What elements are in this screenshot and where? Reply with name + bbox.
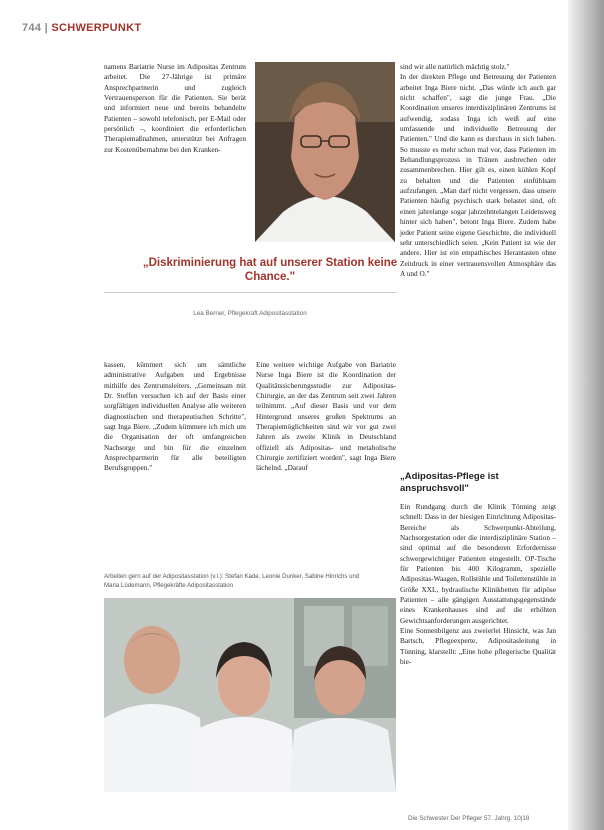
paragraph: In der direkten Pflege und Betreuung der Patienten arbeitet Inga Biere nicht. „Das würde ich auch gar nicht schaffen", sagt die junge Frau. „Die Koordination unseres interdisziplinären Zentrums ist aufwendig, sodass Inga ich weiß auf eine umfassende und individuelle Betreuung der Patienten." Und die kann es durchaus in sich haben. So musste es mehr schon mal vor, dass Patienten im Behandlungsprozess in Tränen ausbrechen oder zusammenbrechen. Hier gilt es, einen kühlen Kopf zu behalten und die Patienten einfühlsam aufzufangen. „Man darf nicht vergessen, dass unsere Patienten häufig psychisch stark belastet sind, oft einen jahrelange sogar jahrzehntelangen Leidensweg hinter sich haben", betont Inga Biere. Zudem habe jeder Patient seine eigene Geschichte, die individuell sehr unterschiedlich seien. „Kein Patient ist wie der andere. Hier ist ein empathisches Herantasten ohne Zeitdruck in einer vertrauensvollen Atmosphäre das A und O." xyxy=(400,72,556,278)
subheading: „Adipositas-Pflege ist anspruchsvoll" xyxy=(400,471,499,494)
portrait-photo xyxy=(255,62,395,242)
paragraph: Eine Sonnenbilgenz aus zweierlei Hinsicht, was Jan Bartsch, Pflegeexperte, Adipositasleitung in Tönning, klarstellt: „Eine hohe pflegerische Qualität bie- xyxy=(400,626,556,667)
quote-divider xyxy=(104,292,396,293)
photo-caption-group: Arbeiten gern auf der Adipositasstation (v.l.): Stefan Kade, Leonie Dunker, Sabine Hinrichs und Maria Lüdemann, Pflegekräfte Adipositasstation xyxy=(104,573,360,589)
article-column-right-top xyxy=(400,62,556,279)
photo-caption-portrait: Lea Berner, Pflegekraft Adipositasstation xyxy=(193,310,307,317)
article-column-left xyxy=(104,360,246,474)
group-photo xyxy=(104,598,396,792)
paragraph: Eine weitere wichtige Aufgabe von Bariatrie Nurse Inga Biere ist die Koordination der Qualitätssicherungsstudie zur Adipositas-Chirurgie, an der das Zentrum seit zwei Jahren teilnimmt. „Auf dieser Basis und vor dem Hintergrund unseres großen Spektrums an Therapiemöglichkeiten sind wir vor gut zwei Jahren als zweite Klinik in Deutschland offiziell als Adipositas- und metabolische Chirurgie zertifiziert worden", sagt Inga Biere lächelnd. „Darauf xyxy=(256,360,396,473)
pull-quote: „Diskriminierung hat auf unserer Station keine Chance." xyxy=(142,257,398,283)
page-number: 744 xyxy=(22,22,42,34)
article-column-right-bottom xyxy=(400,502,556,668)
paragraph: sind wir alle natürlich mächtig stolz." xyxy=(400,62,510,71)
article-column-middle xyxy=(256,360,396,474)
section-title: SCHWERPUNKT xyxy=(51,22,142,34)
paragraph: kassen, kümmert sich um sämtliche administrative Aufgaben und Ergebnisse mithilfe des Zentrumsleiters. „Gemeinsam mit Dr. Steffen versuchen ich auf der Basis einer sorgfältigen individuellen Analyse alle weiteren diagnostischen und therapeutischen Schritte", sagt Inga Biere. „Zudem kümmere ich mich um die Organisation der oft umfangreichen Nachsorge und bin für die einzelnen Ansprechpartnerin für alle beteiligten Berufsgruppen." xyxy=(104,360,246,473)
article-column-top xyxy=(104,62,246,155)
page-footer: Die Schwester Der Pfleger 57. Jahrg. 10|18 xyxy=(408,815,530,822)
adjacent-page-edge xyxy=(568,0,604,830)
paragraph: namens Bariatrie Nurse im Adipositas Zentrum arbeitet. Die 27-Jährige ist primäre Ansprechpartnerin und zugleich Vertrauensperson für die Patienten. Sie berät und informiert neue und bereits behandelte Patienten – sowohl telefonisch, per E-Mail oder persönlich –, koordiniert die erforderlichen Therapiemaßnahmen, unterstützt bei Anfragen zur Kostenübernahme bei den Kranken- xyxy=(104,62,246,154)
header-separator: | xyxy=(44,22,52,34)
paragraph: Ein Rundgang durch die Klinik Tönning zeigt schnell: Dass in der hiesigen Einrichtung Adipositas-Bereiche als Schwerpunkt-Abteilung, Nachsorgestation oder die interdisziplinäre Station – sind optimal auf die besonderen Erfordernisse schwergewichtiger Patienten eingestellt. OP-Tische für Patienten bis 400 Kilogramm, spezielle Adipositas-Waagen, Rollstühle und Toilettenstühle in Größe XXL, hydraulische Klinikbetten für adipöse Patienten – alle gängigen Ausstattungsgegenstände eines Krankenhauses sind auf die erhöhten Gewichtsanforderungen ausgerichtet. xyxy=(400,502,556,625)
page-header xyxy=(22,22,141,34)
